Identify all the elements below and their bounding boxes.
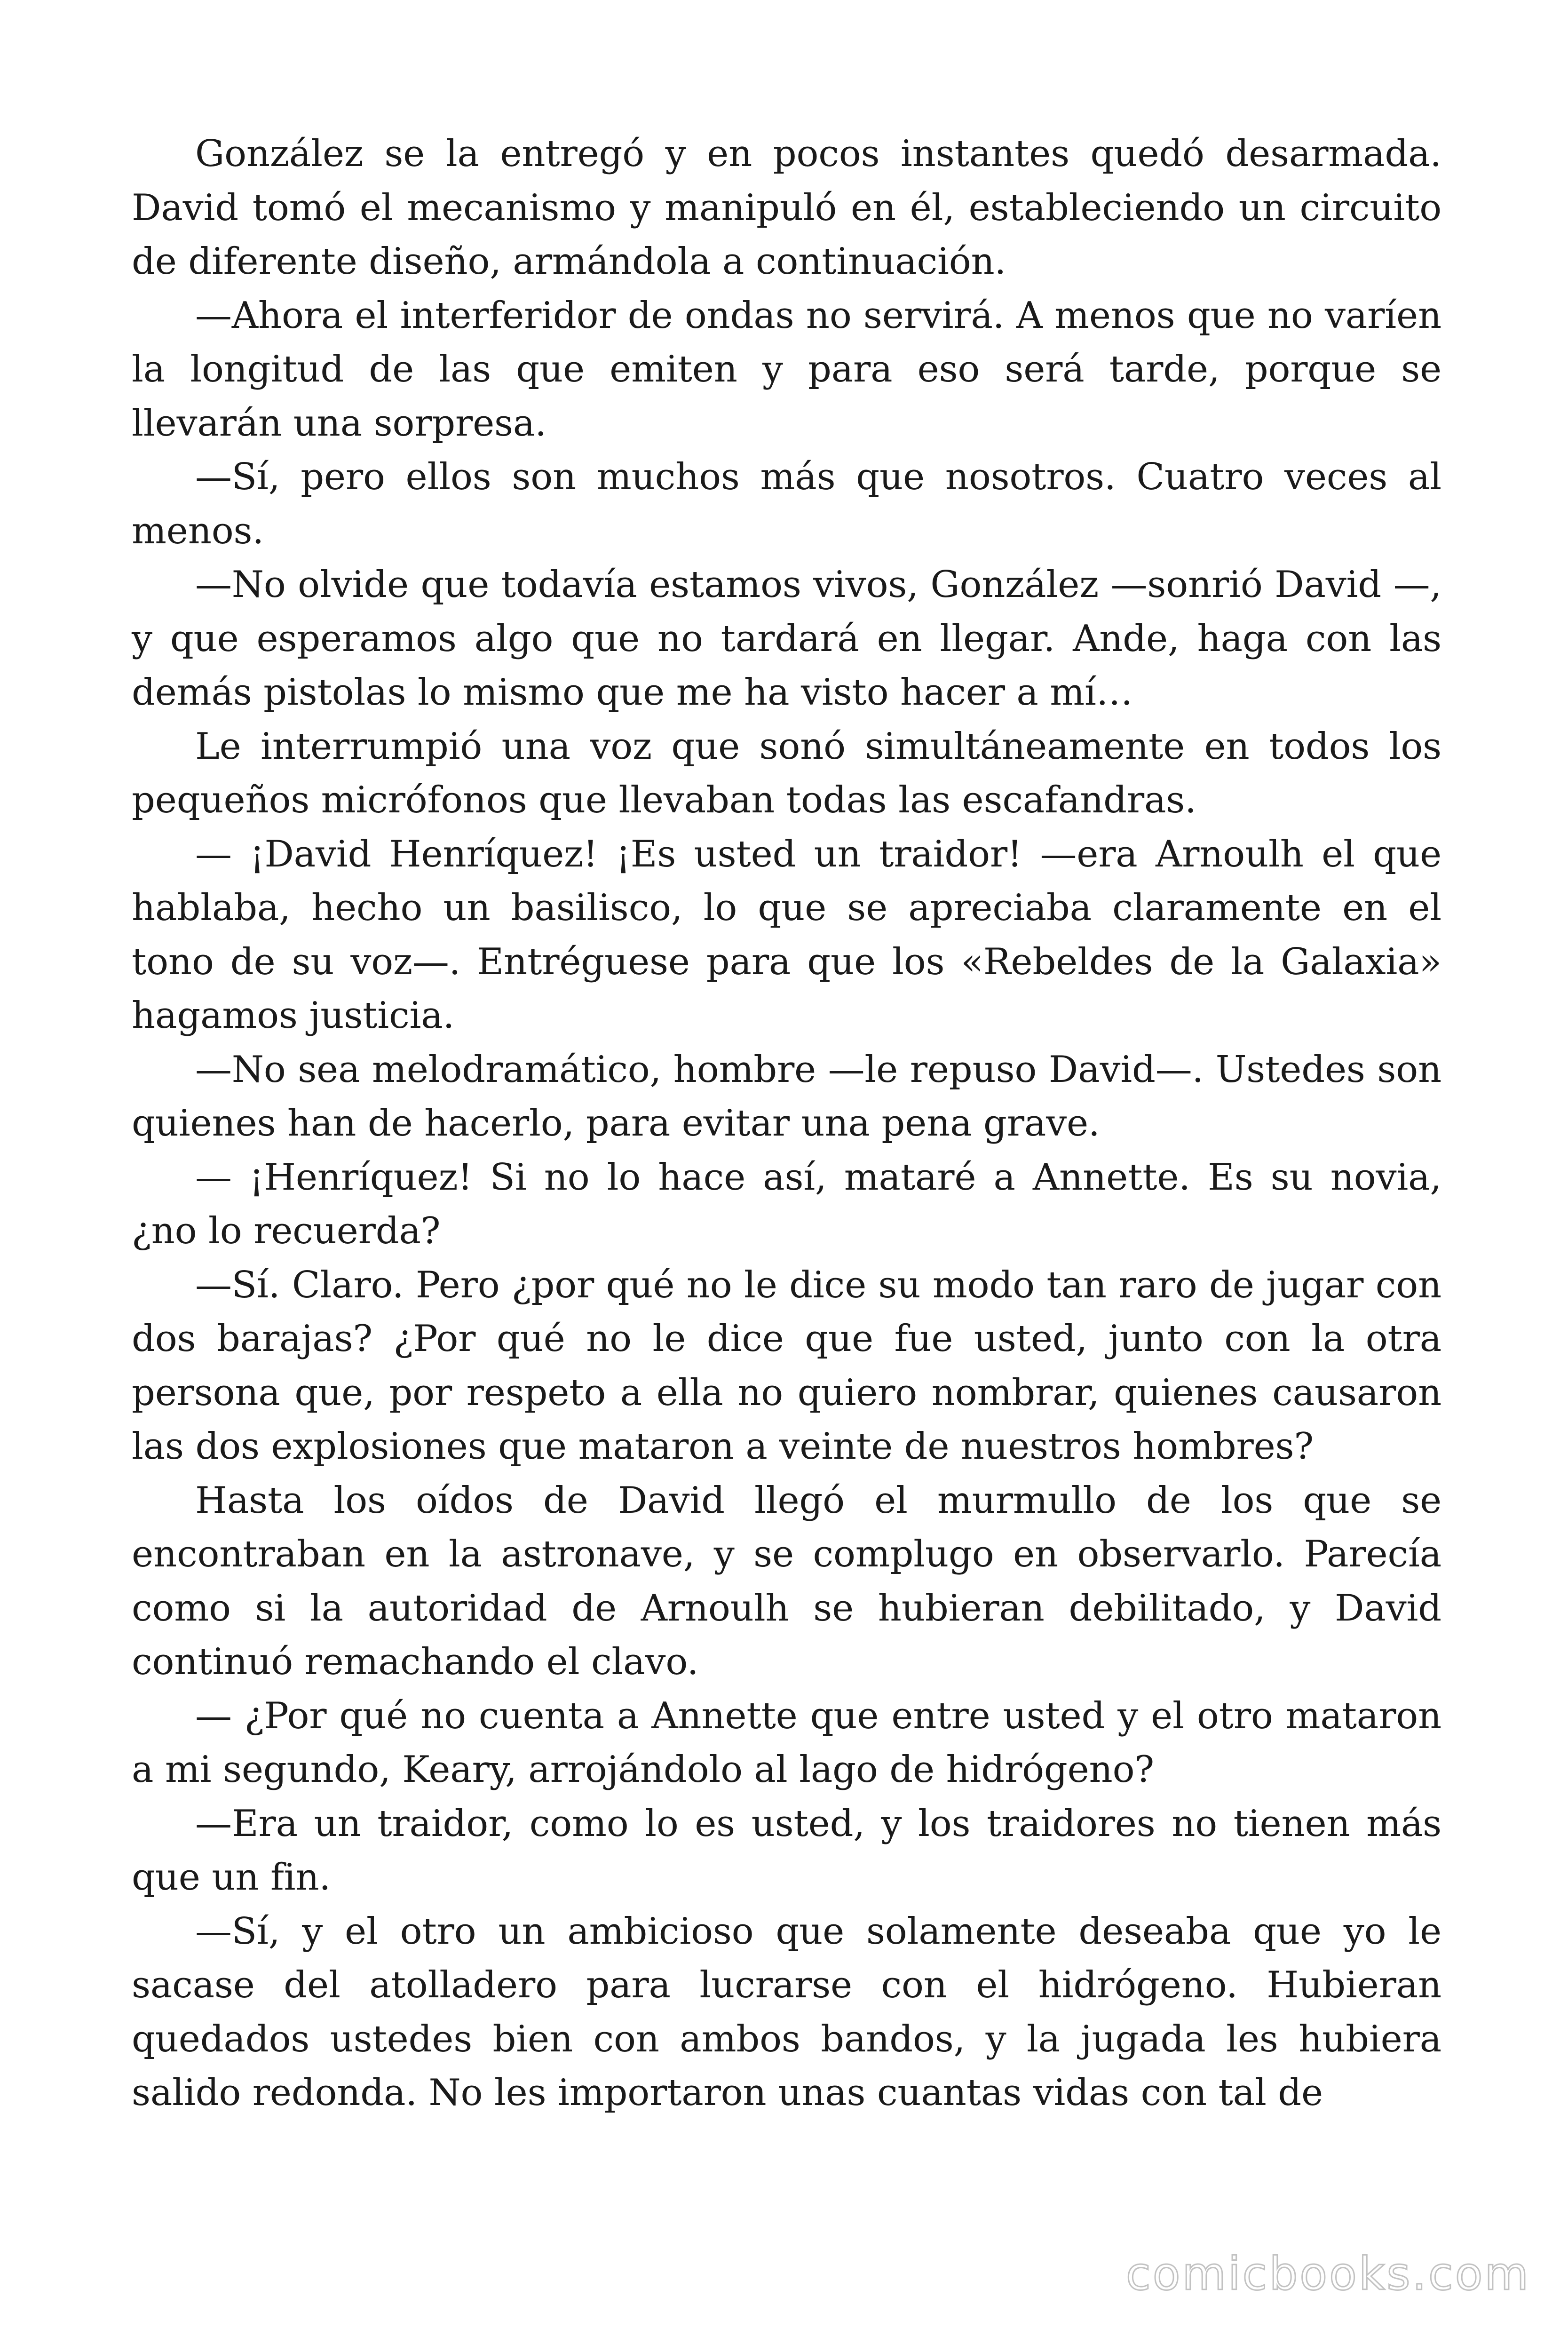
paragraph-6: — ¡David Henríquez! ¡Es usted un traidor! —era Arnoulh el que hablaba, hecho un basilisco, lo que se apreciaba claramente en el tono de su voz—. Entréguese para que los «Rebeldes de la Galaxia» hagamos justicia. [132, 833, 1441, 1037]
paragraph-12: —Era un traidor, como lo es usted, y los traidores no tienen más que un fin. [132, 1802, 1441, 1899]
book-page-text [132, 127, 1441, 2120]
paragraph-10: Hasta los oídos de David llegó el murmullo de los que se encontraban en la astronave, y se complugo en observarlo. Parecía como si la autoridad de Arnoulh se hubieran debilitado, y David continuó remachando el clavo. [132, 1479, 1441, 1683]
paragraph-8: — ¡Henríquez! Si no lo hace así, mataré a Annette. Es su novia, ¿no lo recuerda? [132, 1156, 1441, 1252]
paragraph-4: —No olvide que todavía estamos vivos, González —sonrió David —, y que esperamos algo que no tardará en llegar. Ande, haga con las demás pistolas lo mismo que me ha visto hacer a mí… [132, 564, 1441, 714]
paragraph-9: —Sí. Claro. Pero ¿por qué no le dice su modo tan raro de jugar con dos barajas? ¿Por qué no le dice que fue usted, junto con la otra persona que, por respeto a ella no quiero nombrar, quienes causaron las dos explosiones que mataron a veinte de nuestros hombres? [132, 1263, 1441, 1468]
watermark: comicbooks.com [1125, 2248, 1530, 2300]
paragraph-13: —Sí, y el otro un ambicioso que solamente deseaba que yo le sacase del atolladero para lucrarse con el hidrógeno. Hubieran quedados ustedes bien con ambos bandos, y la jugada les hubiera salido redonda. No les importaron unas cuantas vidas con tal de [132, 1910, 1441, 2114]
paragraph-1: González se la entregó y en pocos instantes quedó desarmada. David tomó el mecanismo y manipuló en él, estableciendo un circuito de diferente diseño, armándola a continuación. [132, 133, 1441, 283]
paragraph-3: —Sí, pero ellos son muchos más que nosotros. Cuatro veces al menos. [132, 456, 1441, 552]
paragraph-5: Le interrumpió una voz que sonó simultáneamente en todos los pequeños micrófonos que llevaban todas las escafandras. [132, 725, 1441, 821]
paragraph-11: — ¿Por qué no cuenta a Annette que entre usted y el otro mataron a mi segundo, Keary, arrojándolo al lago de hidrógeno? [132, 1694, 1441, 1791]
paragraph-2: —Ahora el interferidor de ondas no servirá. A menos que no varíen la longitud de las que emiten y para eso será tarde, porque se llevarán una sorpresa. [132, 294, 1441, 445]
paragraph-7: —No sea melodramático, hombre —le repuso David—. Ustedes son quienes han de hacerlo, para evitar una pena grave. [132, 1048, 1441, 1144]
